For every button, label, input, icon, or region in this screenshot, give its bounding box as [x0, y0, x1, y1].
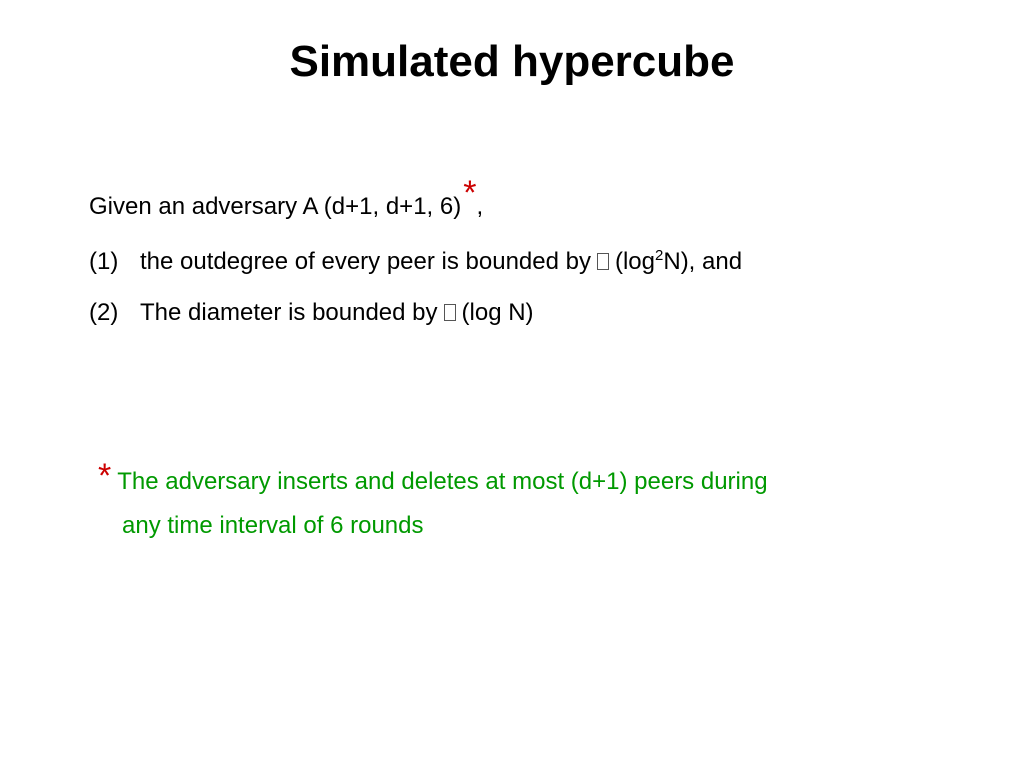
footnote-line-2: any time interval of 6 rounds	[122, 512, 424, 539]
superscript: 2	[655, 247, 664, 264]
missing-glyph-icon	[444, 304, 456, 321]
slide-title: Simulated hypercube	[289, 37, 735, 86]
footnote-asterisk: *	[98, 457, 112, 495]
footnote	[98, 456, 768, 548]
list-item-text: The diameter is bounded by	[140, 299, 438, 326]
list-item-text-mid: (log	[614, 248, 656, 275]
intro-comma: ,	[476, 193, 484, 220]
list-item-number: (1)	[89, 248, 119, 275]
list-item-1	[89, 245, 742, 279]
intro-line	[89, 174, 484, 224]
footnote-line-1: The adversary inserts and deletes at most (d+1) peers during	[117, 468, 768, 495]
list-item-text: the outdegree of every peer is bounded by	[140, 248, 591, 275]
intro-text: Given an adversary A (d+1, d+1, 6)	[89, 193, 462, 220]
intro-asterisk: *	[463, 174, 477, 212]
list-item-text-after: N), and	[663, 248, 743, 275]
list-item-2	[89, 296, 534, 330]
list-item-number: (2)	[89, 299, 119, 326]
missing-glyph-icon	[597, 253, 609, 270]
list-item-text-after: (log N)	[461, 299, 534, 326]
